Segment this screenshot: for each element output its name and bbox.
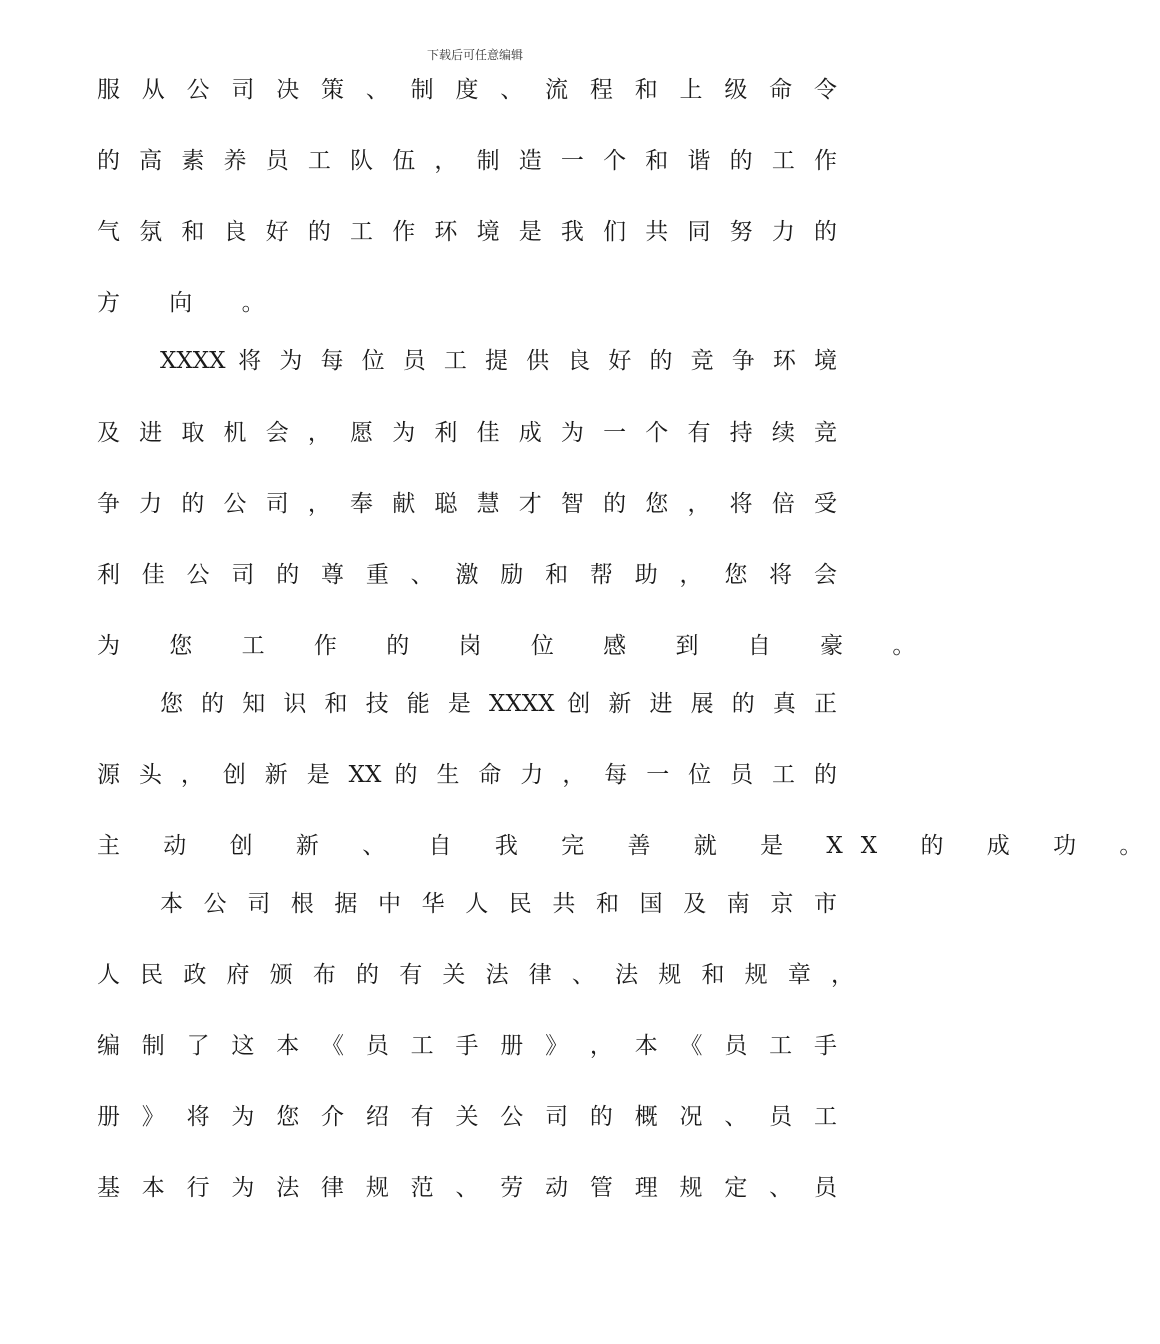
paragraph-first-line: 本 公 司 根 据 中 华 人 民 共 和 国 及 南 京 市 [160,891,837,917]
text-line: 的 高 素 养 员 工 队 伍 ， 制 造 一 个 和 谐 的 工 作 [97,148,837,174]
paragraph-first-line: 您 的 知 识 和 技 能 是 XXXX 创 新 进 展 的 真 正 [160,691,837,717]
text-line: 人 民 政 府 颁 布 的 有 关 法 律 、 法 规 和 规 章 ， [97,962,854,988]
paragraph-first-line: XXXX 将 为 每 位 员 工 提 供 良 好 的 竞 争 环 境 [160,348,837,374]
text-line: 编 制 了 这 本 《 员 工 手 册 》 ， 本 《 员 工 手 [97,1033,837,1059]
text-line: 主 动 创 新 、 自 我 完 善 就 是 XX 的 成 功 。 [97,833,1160,859]
text-line: 利 佳 公 司 的 尊 重 、 激 励 和 帮 助 ， 您 将 会 [97,562,837,588]
text-line: 及 进 取 机 会 ， 愿 为 利 佳 成 为 一 个 有 持 续 竞 [97,420,837,446]
text-line: 争 力 的 公 司 ， 奉 献 聪 慧 才 智 的 您 ， 将 倍 受 [97,491,837,517]
text-line: 方 向 。 [97,290,286,316]
page-header: 下载后可任意编辑 [426,48,523,62]
text-line: 源 头 ， 创 新 是 XX 的 生 命 力 ， 每 一 位 员 工 的 [97,762,837,788]
text-line: 服 从 公 司 决 策 、 制 度 、 流 程 和 上 级 命 令 [97,77,837,103]
text-line: 基 本 行 为 法 律 规 范 、 劳 动 管 理 规 定 、 员 [97,1175,837,1201]
text-line: 册 》 将 为 您 介 绍 有 关 公 司 的 概 况 、 员 工 [97,1104,837,1130]
text-line: 为 您 工 作 的 岗 位 感 到 自 豪 。 [97,633,937,659]
text-line: 气 氛 和 良 好 的 工 作 环 境 是 我 们 共 同 努 力 的 [97,219,837,245]
